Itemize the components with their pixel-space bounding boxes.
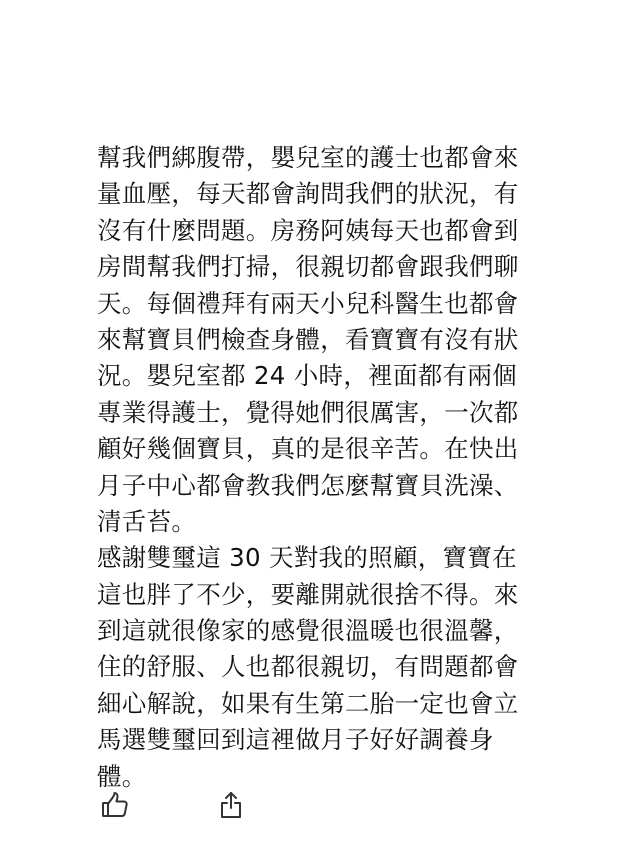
post-line: 沒有什麼問題。房務阿姨每天也都會到 (97, 215, 519, 245)
post-line: 住的舒服、人也都很親切，有問題都會 (97, 652, 519, 682)
post-line: 房間幫我們打掃，很親切都會跟我們聊 (97, 252, 519, 282)
post-line: 量血壓，每天都會詢問我們的狀況，有 (97, 179, 519, 209)
share-button[interactable] (213, 787, 249, 823)
post-line: 馬選雙璽回到這裡做月子好好調養身 (97, 725, 494, 755)
post-line: 清舌苔。 (97, 506, 197, 536)
like-button[interactable] (97, 787, 133, 823)
thumbs-up-icon (100, 790, 130, 820)
share-icon (216, 790, 246, 820)
post-line: 這也胖了不少，要離開就很捨不得。來 (97, 579, 519, 609)
post-line: 感謝雙璽這 30 天對我的照顧，寶寶在 (97, 543, 517, 573)
post-line: 體。 (97, 761, 147, 791)
post-line: 天。每個禮拜有兩天小兒科醫生也都會 (97, 288, 519, 318)
post-line: 月子中心都會教我們怎麼幫寶貝洗澡、 (97, 470, 519, 500)
post-actions (97, 785, 249, 825)
post-line: 來幫寶貝們檢查身體，看寶寶有沒有狀 (97, 324, 519, 354)
post-line: 幫我們綁腹帶，嬰兒室的護士也都會來 (97, 143, 519, 172)
post-line: 顧好幾個寶貝，真的是很辛苦。在快出 (97, 434, 519, 464)
post-body (97, 140, 547, 795)
post-line: 細心解說，如果有生第二胎一定也會立 (97, 688, 519, 718)
post-line: 專業得護士，覺得她們很厲害，一次都 (97, 397, 519, 427)
post-line: 況。嬰兒室都 24 小時，裡面都有兩個 (97, 361, 517, 391)
post-line: 到這就很像家的感覺很溫暖也很溫馨， (97, 616, 519, 646)
